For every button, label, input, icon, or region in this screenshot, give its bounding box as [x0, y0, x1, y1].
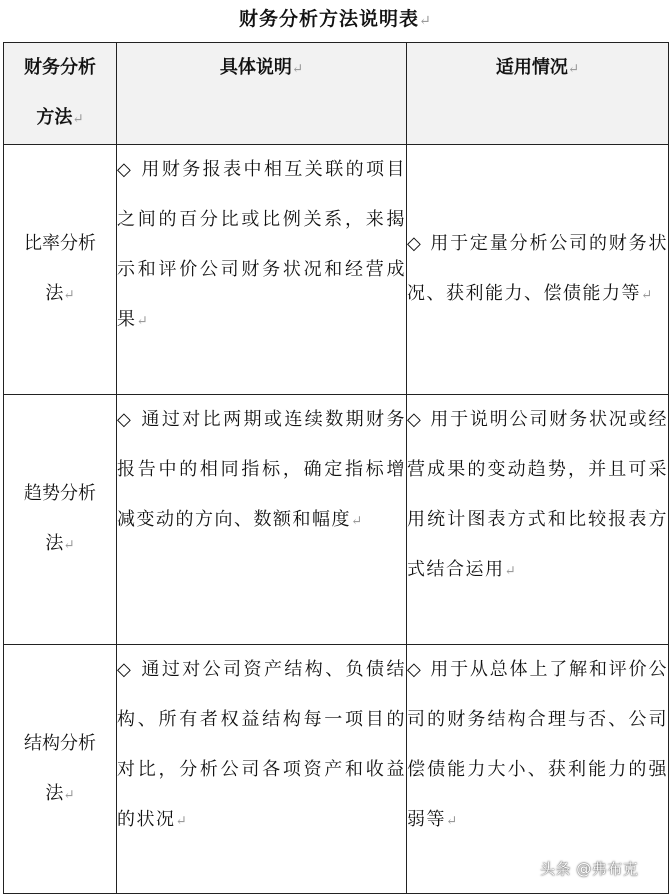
usage-text: ◇ 用于说明公司财务状况或经营成果的变动趋势，并且可采用统计图表方式和比较报表方式结合运用	[407, 409, 668, 580]
header-description-cell: 具体说明↵	[117, 43, 407, 145]
paragraph-mark: ↵	[419, 13, 432, 29]
header-description: 具体说明	[219, 57, 292, 78]
description-cell: ◇ 用财务报表中相互关联的项目之间的百分比或比例关系，来揭示和评价公司财务状况和经营成果↵	[117, 145, 407, 395]
method-name-line1: 结构分析	[24, 732, 96, 754]
method-name-line1: 趋势分析	[24, 483, 96, 504]
header-method-cell	[4, 43, 117, 145]
method-name-line2: 法↵	[45, 782, 75, 804]
method-cell	[4, 145, 117, 395]
method-name-line2: 法↵	[45, 283, 75, 304]
description-cell: ◇ 通过对比两期或连续数期财务报告中的相同指标，确定指标增减变动的方向、数额和幅度↵	[117, 395, 407, 645]
header-row	[4, 43, 669, 145]
method-cell	[4, 645, 117, 894]
usage-cell: ◇ 用于定量分析公司的财务状况、获利能力、偿债能力等↵	[407, 145, 669, 395]
usage-text: ◇ 用于从总体上了解和评价公司的财务结构合理与否、公司偿债能力大小、获利能力的强弱等	[407, 659, 668, 830]
header-method-line2: 方法↵	[36, 107, 84, 128]
usage-cell: ◇ 用于说明公司财务状况或经营成果的变动趋势，并且可采用统计图表方式和比较报表方式结合运用↵	[407, 395, 669, 645]
title-text: 财务分析方法说明表	[239, 8, 420, 30]
method-cell	[4, 395, 117, 645]
method-name-line2: 法↵	[45, 533, 75, 554]
table-row	[4, 145, 669, 395]
table-row	[4, 645, 669, 894]
header-usage-cell: 适用情况↵	[407, 43, 669, 145]
header-method-line1: 财务分析	[24, 57, 96, 78]
watermark: 头条 @弗布克	[540, 860, 639, 878]
usage-text: ◇ 用于定量分析公司的财务状况、获利能力、偿债能力等	[407, 233, 668, 304]
usage-cell: ◇ 用于从总体上了解和评价公司的财务结构合理与否、公司偿债能力大小、获利能力的强弱等↵	[407, 645, 669, 894]
description-text: ◇ 通过对比两期或连续数期财务报告中的相同指标，确定指标增减变动的方向、数额和幅度	[117, 409, 406, 530]
table-row	[4, 395, 669, 645]
description-cell: ◇ 通过对公司资产结构、负债结构、所有者权益结构每一项目的对比，分析公司各项资产和收益的状况↵	[117, 645, 407, 894]
method-name-line1: 比率分析	[24, 233, 96, 254]
description-text: ◇ 通过对公司资产结构、负债结构、所有者权益结构每一项目的对比，分析公司各项资产和收益的状况	[117, 659, 406, 830]
method-table	[3, 42, 669, 894]
header-usage: 适用情况	[495, 57, 568, 78]
document-title	[0, 4, 671, 36]
description-text: ◇ 用财务报表中相互关联的项目之间的百分比或比例关系，来揭示和评价公司财务状况和经营成果	[117, 159, 406, 330]
